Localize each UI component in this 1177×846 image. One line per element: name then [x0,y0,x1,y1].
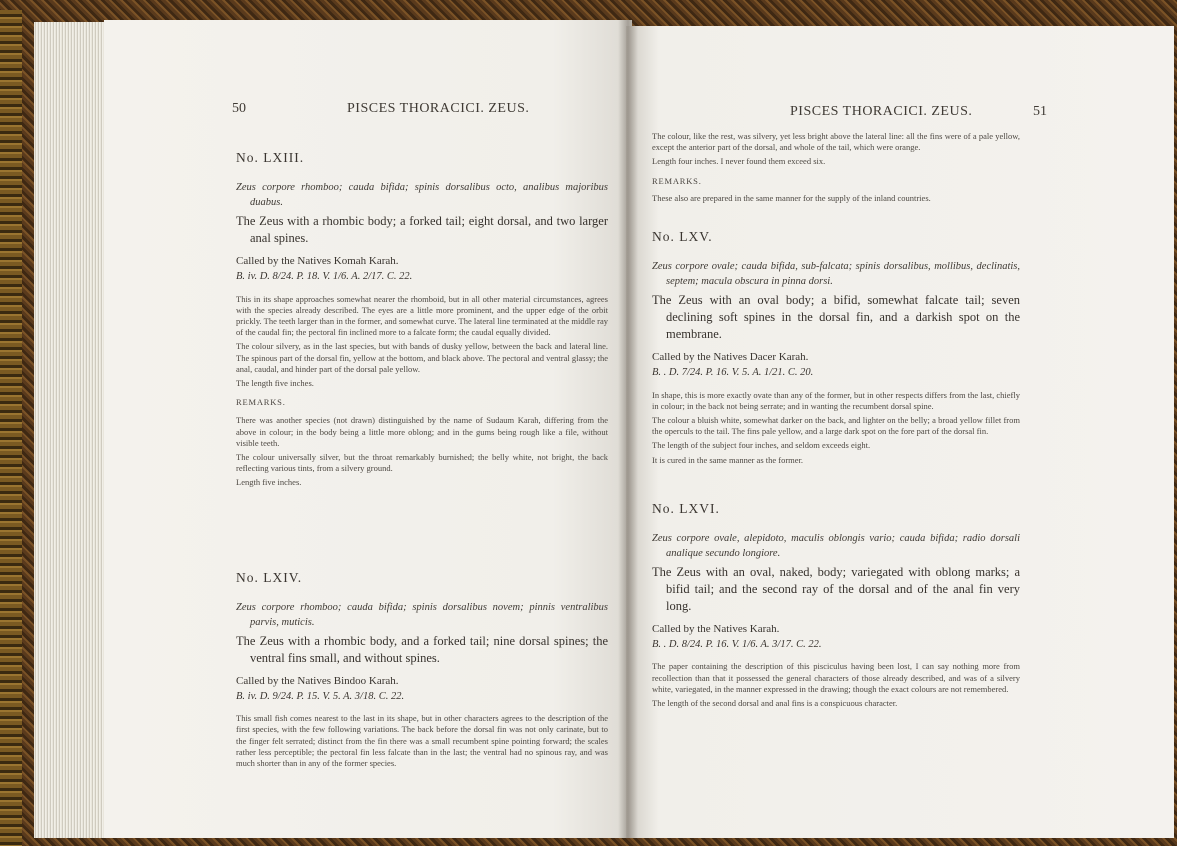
fin-formula: B. iv. D. 9/24. P. 15. V. 5. A. 3/18. C. 22. [236,691,405,703]
description-paragraph: It is cured in the same manner as the former. [652,454,804,465]
continuation-paragraph: Length four inches. I never found them exceed six. [652,156,826,167]
description-paragraph: In shape, this is more exactly ovate than any of the former, but in other respects differs from the last, chiefly in colour; in the back not being serrate; and in wanting the recumbent dorsal spine. [652,389,1020,411]
entry-number: No. LXV. [652,229,713,245]
fin-formula: B. . D. 7/24. P. 16. V. 5. A. 1/21. C. 20. [652,367,814,379]
page-edges [34,22,106,838]
description-paragraph: The length five inches. [236,378,314,389]
remarks-paragraph: The colour universally silver, but the throat remarkably burnished; the belly white, not bright, the back reflecting various tints, from a silvery ground. [236,452,608,474]
native-name: Called by the Natives Komah Karah. [236,255,399,268]
page-number-left: 50 [232,101,246,116]
latin-diagnosis: Zeus corpore ovale, alepidoto, maculis oblongis vario; cauda bifida; radio dorsali analique secundo longiore. [652,533,1020,560]
description-paragraph: This in its shape approaches somewhat nearer the rhomboid, but in all other material circumstances, agrees with the species already described. The eyes are a little more prominent, and the upper edge of the orbit prickly. The teeth larger than in the former, and somewhat curve. The lateral line terminated at the middle ray of the caudal fin; the pectoral fin inclined more to a falcate form; the caudal equally divided. [236,293,608,338]
fin-formula: B. . D. 8/24. P. 16. V. 1/6. A. 3/17. C. 22. [652,639,822,651]
entry-number: No. LXIII. [236,150,305,165]
native-name: Called by the Natives Karah. [652,623,780,636]
book-spine-binding [0,10,22,846]
description-paragraph: The paper containing the description of this pisciculus having been lost, I can say nothing more from recollection than that it possessed the general characters of those already described, and was of a silvery white, variegated, in the manner expressed in the drawing; though the exact colours are not remembered. [652,661,1020,694]
book-gutter [618,20,638,838]
english-diagnosis: The Zeus with an oval, naked, body; variegated with oblong marks; a bifid tail; and the second ray of the dorsal and of the anal fin very long. [652,565,1020,614]
running-head-right: PISCES THORACICI. ZEUS. [790,104,973,119]
remarks-heading: REMARKS. [236,397,286,408]
remarks-heading: REMARKS. [652,175,702,186]
entry-number: No. LXIV. [236,569,303,585]
description-paragraph: The colour a bluish white, somewhat darker on the back, and lighter on the belly; a broad yellow fillet from the operculs to the tail. The fins pale yellow, and a large dark spot on the fore part of the dorsal fin. [652,415,1020,437]
remarks-paragraph: Length five inches. [236,477,302,488]
native-name: Called by the Natives Dacer Karah. [652,351,809,364]
running-head-left: PISCES THORACICI. ZEUS. [347,101,530,116]
page-number-right: 51 [1033,104,1047,119]
remarks-paragraph: There was another species (not drawn) distinguished by the name of Sudaum Karah, differing from the above in colour; in the body being a little more oblong; and in the gums being rough like a file, without visible teeth. [236,415,608,448]
english-diagnosis: The Zeus with a rhombic body, and a forked tail; nine dorsal spines; the ventral fins small, and without spines. [236,633,608,665]
fin-formula: B. iv. D. 8/24. P. 18. V. 1/6. A. 2/17. C. 22. [236,271,413,283]
latin-diagnosis: Zeus corpore ovale; cauda bifida, sub-falcata; spinis dorsalibus, mollibus, declinatis, septem; macula obscura in pinna dorsi. [652,261,1020,288]
english-diagnosis: The Zeus with a rhombic body; a forked tail; eight dorsal, and two larger anal spines. [236,214,608,246]
native-name: Called by the Natives Bindoo Karah. [236,674,399,687]
latin-diagnosis: Zeus corpore rhomboo; cauda bifida; spinis dorsalibus octo, analibus majoribus duabus. [236,182,608,209]
left-column [236,152,608,772]
description-paragraph: The colour silvery, as in the last species, but with bands of dusky yellow, between the back and lateral line. The spinous part of the dorsal fin, yellow at the bottom, and black above. The pectoral and ventral glassy; the anal, caudal, and hinder part of the dorsal pale yellow. [236,341,608,374]
description-paragraph: The length of the subject four inches, and seldom exceeds eight. [652,440,871,451]
english-diagnosis: The Zeus with an oval body; a bifid, somewhat falcate tail; seven declining soft spines in the dorsal fin, and a darkish spot on the membrane. [652,293,1020,342]
entry-number: No. LXVI. [652,500,720,516]
continuation-paragraph: The colour, like the rest, was silvery, yet less bright above the lateral line: all the fins were of a pale yellow, except the anterior part of the dorsal, and whole of the tail, which were orange. [652,131,1020,153]
latin-diagnosis: Zeus corpore rhomboo; cauda bifida; spinis dorsalibus novem; pinnis ventralibus parvis, muticis. [236,601,608,628]
description-paragraph: This small fish comes nearest to the last in its shape, but in other characters agrees to the description of the first species, with the few following variations. The back before the dorsal fin was not only carinate, but to the finger felt serrated; distinct from the fin there was a small recumbent spine pointing forward; the scales rather less perceptible; the pectoral fin less falcate than in the last; the ventral had no spinous ray, and was much shorter than in any of the former species. [236,713,608,769]
description-paragraph: The length of the second dorsal and anal fins is a conspicuous character. [652,698,898,709]
right-column [652,131,1020,712]
remarks-paragraph: These also are prepared in the same manner for the supply of the inland countries. [652,192,931,203]
